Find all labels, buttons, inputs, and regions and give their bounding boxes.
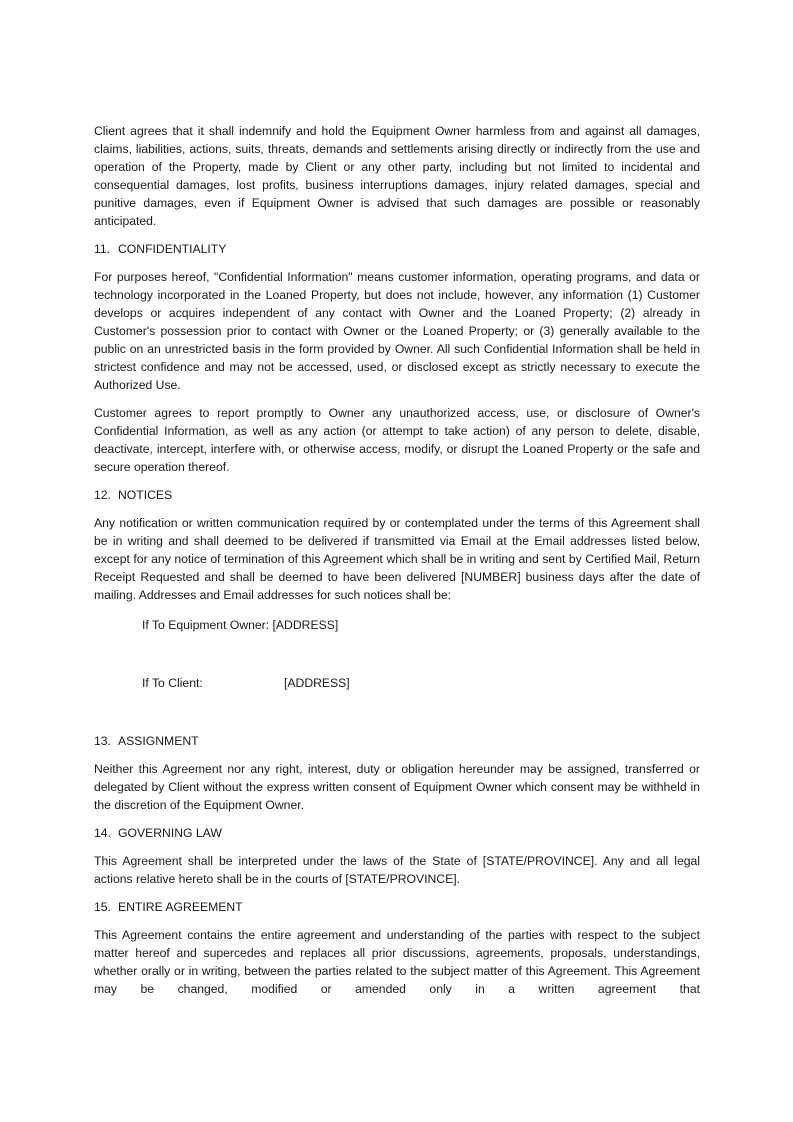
client-address-value: [ADDRESS] (284, 676, 350, 690)
owner-address-value: [ADDRESS] (272, 618, 339, 632)
section-title: ASSIGNMENT (118, 734, 199, 748)
section-number: 14. (94, 826, 111, 840)
section-title: NOTICES (118, 488, 173, 502)
section-number: 11. (94, 242, 111, 256)
confidentiality-paragraph-2: Customer agrees to report promptly to Owner any unauthorized access, use, or disclosure of Owner's Confidential Information, as well as any action (or attempt to take action) of any person to delete, disable, deactivate, intercept, interfere with, or otherwise access, modify, or disrupt the Loaned Property or the safe and secure operation thereof. (94, 406, 700, 474)
client-address-line (142, 674, 700, 692)
assignment-paragraph: Neither this Agreement nor any right, interest, duty or obligation hereunder may be assigned, transferred or delegated by Client without the express written consent of Equipment Owner which consent may be withheld in the discretion of the Equipment Owner. (94, 762, 700, 812)
notices-paragraph: Any notification or written communication required by or contemplated under the terms of this Agreement shall be in writing and shall deemed to be delivered if transmitted via Email at the Email addresses listed below, except for any notice of termination of this Agreement which shall be in writing and sent by Certified Mail, Return Receipt Requested and shall be deemed to have been delivered [NUMBER] business days after the date of mailing. Addresses and Email addresses for such notices shall be: (94, 516, 700, 602)
section-heading-assignment (94, 732, 700, 750)
client-address-label: If To Client: (142, 676, 203, 690)
section-number: 13. (94, 734, 111, 748)
section-number: 15. (94, 900, 111, 914)
section-title: CONFIDENTIALITY (118, 242, 227, 256)
section-number: 12. (94, 488, 111, 502)
entire-agreement-paragraph: This Agreement contains the entire agreement and understanding of the parties with respect to the subject matter hereof and supercedes and replaces all prior discussions, agreements, proposals, understandings, whether orally or in writing, between the parties related to the subject matter of this Agreement. This Agreement may be changed, modified or amended only in a written agreement that (94, 928, 700, 996)
section-heading-confidentiality (94, 240, 700, 258)
section-heading-notices (94, 486, 700, 504)
indemnity-paragraph: Client agrees that it shall indemnify and hold the Equipment Owner harmless from and against all damages, claims, liabilities, actions, suits, threats, demands and settlements arising directly or indirectly from the use and operation of the Property, made by Client or any other party, including but not limited to incidental and consequential damages, lost profits, business interruptions damages, injury related damages, special and punitive damages, even if Equipment Owner is advised that such damages are possible or reasonably anticipated. (94, 124, 700, 228)
document-body (94, 122, 700, 1008)
owner-address-line (142, 616, 700, 634)
section-heading-entire-agreement (94, 898, 700, 916)
governing-law-paragraph: This Agreement shall be interpreted under the laws of the State of [STATE/PROVINCE]. Any and all legal actions relative hereto shall be in the courts of [STATE/PROVINCE]. (94, 854, 700, 886)
section-title: ENTIRE AGREEMENT (118, 900, 243, 914)
confidentiality-paragraph-1: For purposes hereof, "Confidential Information" means customer information, operating programs, and data or technology incorporated in the Loaned Property, but does not include, however, any information (1) Customer develops or acquires independent of any contact with Owner and the Loaned Property; (2) already in Customer's possession prior to contact with Owner or the Loaned Property; or (3) generally available to the public on an unrestricted basis in the form provided by Owner. All such Confidential Information shall be held in strictest confidence and may not be accessed, used, or disclosed except as strictly necessary to execute the Authorized Use. (94, 270, 700, 392)
section-title: GOVERNING LAW (118, 826, 222, 840)
owner-address-label: If To Equipment Owner: (142, 618, 270, 632)
section-heading-governing-law (94, 824, 700, 842)
